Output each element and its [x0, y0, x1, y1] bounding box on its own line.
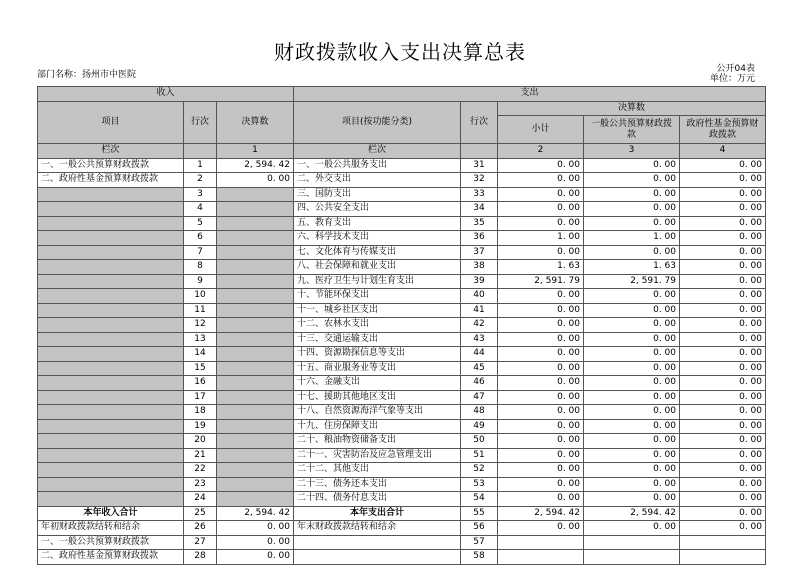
- income-amount-cell: [217, 303, 294, 318]
- expense-line-cell: 50: [461, 434, 498, 449]
- expense-line-cell: 39: [461, 274, 498, 289]
- income-item-cell: [38, 216, 184, 231]
- gov-fund-cell: 0. 00: [680, 158, 766, 173]
- income-item-cell: [38, 405, 184, 420]
- income-item-cell: 二、政府性基金预算财政拨款: [38, 173, 184, 188]
- subtotal-cell: 0. 00: [498, 405, 584, 420]
- general-budget-cell: 0. 00: [584, 463, 680, 478]
- table-row: [38, 289, 766, 304]
- general-budget-cell: [584, 550, 680, 565]
- expense-item-cell: 十五、商业服务业等支出: [294, 361, 461, 376]
- gov-fund-cell: 0. 00: [680, 245, 766, 260]
- general-budget-cell: 0. 00: [584, 405, 680, 420]
- general-budget-cell: 2, 591. 79: [584, 274, 680, 289]
- income-item-cell: [38, 390, 184, 405]
- expense-line-cell: 32: [461, 173, 498, 188]
- general-budget-cell: 0. 00: [584, 318, 680, 333]
- income-item-cell: [38, 289, 184, 304]
- expense-header: 支出: [294, 87, 766, 102]
- table-row: [38, 318, 766, 333]
- subtotal-header: 小计: [498, 116, 584, 144]
- table-row: [38, 376, 766, 391]
- general-budget-cell: 0. 00: [584, 361, 680, 376]
- general-budget-cell: 0. 00: [584, 521, 680, 536]
- gov-fund-cell: 0. 00: [680, 332, 766, 347]
- expense-line-cell: 51: [461, 448, 498, 463]
- expense-item-cell: 年末财政拨款结转和结余: [294, 521, 461, 536]
- general-budget-cell: 0. 00: [584, 173, 680, 188]
- expense-item-cell: 十七、援助其他地区支出: [294, 390, 461, 405]
- subtotal-cell: 0. 00: [498, 376, 584, 391]
- subtotal-cell: 0. 00: [498, 158, 584, 173]
- col-index-1: 1: [217, 144, 294, 159]
- general-budget-cell: 0. 00: [584, 419, 680, 434]
- table-row: [38, 419, 766, 434]
- table-row: [38, 347, 766, 362]
- income-line-cell: 15: [184, 361, 217, 376]
- col-label-blank-1: [184, 144, 217, 159]
- income-item-cell: 一、一般公共预算财政拨款: [38, 158, 184, 173]
- income-line-cell: 17: [184, 390, 217, 405]
- income-line-cell: 23: [184, 477, 217, 492]
- income-line-cell: 7: [184, 245, 217, 260]
- subtotal-cell: 0. 00: [498, 187, 584, 202]
- expense-item-cell: 十、节能环保支出: [294, 289, 461, 304]
- expense-item-cell: 四、公共安全支出: [294, 202, 461, 217]
- gov-fund-cell: 0. 00: [680, 405, 766, 420]
- table-row: [38, 434, 766, 449]
- table-row: [38, 361, 766, 376]
- general-budget-cell: 0. 00: [584, 158, 680, 173]
- income-item-cell: [38, 434, 184, 449]
- income-line-cell: 10: [184, 289, 217, 304]
- form-number: 公开04表: [716, 64, 755, 74]
- header-row-1: [38, 87, 766, 102]
- expense-line-cell: 45: [461, 361, 498, 376]
- general-budget-cell: 0. 00: [584, 245, 680, 260]
- subtotal-cell: 1. 00: [498, 231, 584, 246]
- subtotal-cell: 0. 00: [498, 419, 584, 434]
- general-budget-cell: 0. 00: [584, 187, 680, 202]
- income-item-cell: [38, 231, 184, 246]
- income-item-cell: 本年收入合计: [38, 506, 184, 521]
- subtotal-cell: 0. 00: [498, 318, 584, 333]
- col-label-blank-2: [461, 144, 498, 159]
- general-budget-cell: 0. 00: [584, 216, 680, 231]
- income-line-cell: 2: [184, 173, 217, 188]
- expense-item-cell: 本年支出合计: [294, 506, 461, 521]
- expense-item-cell: 十三、交通运输支出: [294, 332, 461, 347]
- expense-line-cell: 56: [461, 521, 498, 536]
- table-row: [38, 158, 766, 173]
- subtotal-cell: 0. 00: [498, 477, 584, 492]
- income-item-header: 项目: [38, 101, 184, 144]
- expense-item-cell: [294, 535, 461, 550]
- income-amount-cell: [217, 405, 294, 420]
- expense-item-cell: 五、教育支出: [294, 216, 461, 231]
- expense-item-cell: 二、外交支出: [294, 173, 461, 188]
- expense-line-cell: 55: [461, 506, 498, 521]
- income-amount-cell: [217, 492, 294, 507]
- subtotal-cell: [498, 535, 584, 550]
- income-amount-header: 决算数: [217, 101, 294, 144]
- table-row: [38, 506, 766, 521]
- expense-item-cell: 二十二、其他支出: [294, 463, 461, 478]
- general-budget-cell: 0. 00: [584, 492, 680, 507]
- expense-item-cell: 二十四、债务付息支出: [294, 492, 461, 507]
- income-item-cell: [38, 492, 184, 507]
- income-line-cell: 27: [184, 535, 217, 550]
- subtotal-cell: 2, 594. 42: [498, 506, 584, 521]
- income-amount-cell: 0. 00: [217, 521, 294, 536]
- income-amount-cell: [217, 332, 294, 347]
- income-item-cell: 一、一般公共预算财政拨款: [38, 535, 184, 550]
- expense-line-cell: 40: [461, 289, 498, 304]
- expense-line-cell: 35: [461, 216, 498, 231]
- income-line-header: 行次: [184, 101, 217, 144]
- subtotal-cell: 0. 00: [498, 390, 584, 405]
- general-budget-cell: 1. 63: [584, 260, 680, 275]
- income-line-cell: 8: [184, 260, 217, 275]
- report-title: 财政拨款收入支出决算总表: [274, 40, 526, 64]
- income-amount-cell: [217, 419, 294, 434]
- expense-line-cell: 43: [461, 332, 498, 347]
- expense-line-cell: 41: [461, 303, 498, 318]
- subtotal-cell: 1. 63: [498, 260, 584, 275]
- gov-fund-cell: 0. 00: [680, 376, 766, 391]
- income-amount-cell: [217, 202, 294, 217]
- gov-fund-cell: 0. 00: [680, 202, 766, 217]
- income-line-cell: 5: [184, 216, 217, 231]
- income-amount-cell: [217, 448, 294, 463]
- income-item-cell: [38, 245, 184, 260]
- income-amount-cell: [217, 231, 294, 246]
- col-index-2: 2: [498, 144, 584, 159]
- table-row: [38, 448, 766, 463]
- expense-line-cell: 57: [461, 535, 498, 550]
- income-amount-cell: [217, 274, 294, 289]
- income-line-cell: 9: [184, 274, 217, 289]
- gov-fund-cell: 0. 00: [680, 390, 766, 405]
- gov-fund-cell: 0. 00: [680, 216, 766, 231]
- income-line-cell: 21: [184, 448, 217, 463]
- expense-item-cell: 七、文化体育与传媒支出: [294, 245, 461, 260]
- subtotal-cell: 0. 00: [498, 448, 584, 463]
- table-row: [38, 187, 766, 202]
- gov-fund-header: 政府性基金预算财政拨款: [680, 116, 766, 144]
- income-amount-cell: [217, 361, 294, 376]
- income-line-cell: 4: [184, 202, 217, 217]
- subtotal-cell: 0. 00: [498, 202, 584, 217]
- expense-line-cell: 49: [461, 419, 498, 434]
- income-line-cell: 3: [184, 187, 217, 202]
- general-budget-cell: 2, 594. 42: [584, 506, 680, 521]
- gov-fund-cell: 0. 00: [680, 521, 766, 536]
- expense-item-cell: 十一、城乡社区支出: [294, 303, 461, 318]
- gov-fund-cell: 0. 00: [680, 289, 766, 304]
- income-line-cell: 19: [184, 419, 217, 434]
- income-item-cell: 二、政府性基金预算财政拨款: [38, 550, 184, 565]
- expense-line-cell: 44: [461, 347, 498, 362]
- income-item-cell: [38, 332, 184, 347]
- expense-line-cell: 52: [461, 463, 498, 478]
- income-item-cell: [38, 463, 184, 478]
- income-item-cell: [38, 448, 184, 463]
- gov-fund-cell: 0. 00: [680, 303, 766, 318]
- income-amount-cell: [217, 216, 294, 231]
- income-amount-cell: 2, 594. 42: [217, 158, 294, 173]
- expense-line-cell: 54: [461, 492, 498, 507]
- income-amount-cell: [217, 376, 294, 391]
- income-item-cell: [38, 477, 184, 492]
- table-row: [38, 245, 766, 260]
- income-line-cell: 11: [184, 303, 217, 318]
- gov-fund-cell: 0. 00: [680, 231, 766, 246]
- income-line-cell: 20: [184, 434, 217, 449]
- income-line-cell: 13: [184, 332, 217, 347]
- income-item-cell: [38, 376, 184, 391]
- income-amount-cell: 0. 00: [217, 535, 294, 550]
- expense-line-cell: 33: [461, 187, 498, 202]
- table-row: [38, 202, 766, 217]
- income-amount-cell: [217, 318, 294, 333]
- gov-fund-cell: 0. 00: [680, 274, 766, 289]
- expense-line-cell: 37: [461, 245, 498, 260]
- gov-fund-cell: 0. 00: [680, 434, 766, 449]
- expense-line-cell: 48: [461, 405, 498, 420]
- gov-fund-cell: 0. 00: [680, 506, 766, 521]
- general-budget-cell: 0. 00: [584, 448, 680, 463]
- gov-fund-cell: 0. 00: [680, 448, 766, 463]
- gov-fund-cell: [680, 535, 766, 550]
- col-index-4: 4: [680, 144, 766, 159]
- department-name: 部门名称：扬州市中医院: [37, 70, 137, 80]
- table-row: [38, 303, 766, 318]
- table-row: [38, 535, 766, 550]
- general-budget-cell: 0. 00: [584, 347, 680, 362]
- income-line-cell: 25: [184, 506, 217, 521]
- table-row: [38, 216, 766, 231]
- table-row: [38, 231, 766, 246]
- income-amount-cell: [217, 477, 294, 492]
- income-line-cell: 16: [184, 376, 217, 391]
- income-line-cell: 24: [184, 492, 217, 507]
- table-row: [38, 492, 766, 507]
- expense-line-cell: 53: [461, 477, 498, 492]
- gov-fund-cell: 0. 00: [680, 361, 766, 376]
- column-index-row: [38, 144, 766, 159]
- expense-item-cell: 一、一般公共服务支出: [294, 158, 461, 173]
- subtotal-cell: [498, 550, 584, 565]
- income-line-cell: 1: [184, 158, 217, 173]
- expense-item-cell: 十八、自然资源海洋气象等支出: [294, 405, 461, 420]
- gov-fund-cell: 0. 00: [680, 463, 766, 478]
- general-budget-cell: 0. 00: [584, 390, 680, 405]
- general-budget-cell: [584, 535, 680, 550]
- income-amount-cell: [217, 187, 294, 202]
- income-item-cell: [38, 419, 184, 434]
- table-row: [38, 173, 766, 188]
- expense-line-cell: 46: [461, 376, 498, 391]
- general-budget-cell: 0. 00: [584, 434, 680, 449]
- expense-line-header: 行次: [461, 101, 498, 144]
- income-line-cell: 26: [184, 521, 217, 536]
- table-row: [38, 521, 766, 536]
- general-budget-cell: 0. 00: [584, 376, 680, 391]
- expense-item-cell: 十九、住房保障支出: [294, 419, 461, 434]
- income-item-cell: 年初财政拨款结转和结余: [38, 521, 184, 536]
- table-row: [38, 463, 766, 478]
- col-label-left: 栏次: [38, 144, 184, 159]
- general-budget-cell: 0. 00: [584, 289, 680, 304]
- general-budget-header: 一般公共预算财政拨款: [584, 116, 680, 144]
- income-amount-cell: 0. 00: [217, 550, 294, 565]
- income-amount-cell: [217, 245, 294, 260]
- expense-item-cell: 三、国防支出: [294, 187, 461, 202]
- subtotal-cell: 0. 00: [498, 173, 584, 188]
- income-amount-cell: 2, 594. 42: [217, 506, 294, 521]
- income-item-cell: [38, 347, 184, 362]
- income-amount-cell: [217, 347, 294, 362]
- gov-fund-cell: 0. 00: [680, 419, 766, 434]
- income-amount-cell: 0. 00: [217, 173, 294, 188]
- income-item-cell: [38, 303, 184, 318]
- gov-fund-cell: 0. 00: [680, 187, 766, 202]
- subtotal-cell: 2, 591. 79: [498, 274, 584, 289]
- subtotal-cell: 0. 00: [498, 347, 584, 362]
- expense-amount-header: 决算数: [498, 101, 766, 116]
- income-line-cell: 14: [184, 347, 217, 362]
- expense-item-cell: 六、科学技术支出: [294, 231, 461, 246]
- expense-item-cell: 十六、金融支出: [294, 376, 461, 391]
- income-line-cell: 12: [184, 318, 217, 333]
- expense-item-cell: 二十三、债务还本支出: [294, 477, 461, 492]
- income-item-cell: [38, 361, 184, 376]
- table-row: [38, 260, 766, 275]
- income-amount-cell: [217, 390, 294, 405]
- gov-fund-cell: 0. 00: [680, 173, 766, 188]
- income-item-cell: [38, 260, 184, 275]
- income-amount-cell: [217, 434, 294, 449]
- income-amount-cell: [217, 260, 294, 275]
- expense-item-cell: 二十一、灾害防治及应急管理支出: [294, 448, 461, 463]
- gov-fund-cell: 0. 00: [680, 347, 766, 362]
- income-item-cell: [38, 318, 184, 333]
- table-row: [38, 332, 766, 347]
- expense-item-header: 项目(按功能分类): [294, 101, 461, 144]
- gov-fund-cell: 0. 00: [680, 492, 766, 507]
- gov-fund-cell: 0. 00: [680, 260, 766, 275]
- col-label-right: 栏次: [294, 144, 461, 159]
- unit-label: 单位：万元: [709, 74, 755, 84]
- general-budget-cell: 0. 00: [584, 332, 680, 347]
- gov-fund-cell: 0. 00: [680, 477, 766, 492]
- income-amount-cell: [217, 463, 294, 478]
- expense-item-cell: 八、社会保障和就业支出: [294, 260, 461, 275]
- header-row-2: [38, 101, 766, 116]
- expense-line-cell: 31: [461, 158, 498, 173]
- income-line-cell: 18: [184, 405, 217, 420]
- expense-line-cell: 38: [461, 260, 498, 275]
- subtotal-cell: 0. 00: [498, 303, 584, 318]
- general-budget-cell: 1. 00: [584, 231, 680, 246]
- subtotal-cell: 0. 00: [498, 434, 584, 449]
- expense-line-cell: 42: [461, 318, 498, 333]
- expense-line-cell: 36: [461, 231, 498, 246]
- expense-item-cell: 十四、资源勘探信息等支出: [294, 347, 461, 362]
- gov-fund-cell: [680, 550, 766, 565]
- expense-line-cell: 47: [461, 390, 498, 405]
- budget-table: [37, 86, 766, 565]
- expense-line-cell: 58: [461, 550, 498, 565]
- subtotal-cell: 0. 00: [498, 492, 584, 507]
- expense-item-cell: [294, 550, 461, 565]
- subtotal-cell: 0. 00: [498, 245, 584, 260]
- table-row: [38, 405, 766, 420]
- table-row: [38, 550, 766, 565]
- expense-item-cell: 二十、粮油物资储备支出: [294, 434, 461, 449]
- col-index-3: 3: [584, 144, 680, 159]
- expense-item-cell: 十二、农林水支出: [294, 318, 461, 333]
- income-amount-cell: [217, 289, 294, 304]
- subtotal-cell: 0. 00: [498, 361, 584, 376]
- income-item-cell: [38, 202, 184, 217]
- subtotal-cell: 0. 00: [498, 521, 584, 536]
- subtotal-cell: 0. 00: [498, 216, 584, 231]
- expense-item-cell: 九、医疗卫生与计划生育支出: [294, 274, 461, 289]
- table-row: [38, 274, 766, 289]
- income-line-cell: 22: [184, 463, 217, 478]
- subtotal-cell: 0. 00: [498, 463, 584, 478]
- table-row: [38, 477, 766, 492]
- expense-line-cell: 34: [461, 202, 498, 217]
- income-line-cell: 28: [184, 550, 217, 565]
- income-item-cell: [38, 274, 184, 289]
- income-line-cell: 6: [184, 231, 217, 246]
- income-header: 收入: [38, 87, 294, 102]
- general-budget-cell: 0. 00: [584, 303, 680, 318]
- subtotal-cell: 0. 00: [498, 289, 584, 304]
- table-row: [38, 390, 766, 405]
- income-item-cell: [38, 187, 184, 202]
- gov-fund-cell: 0. 00: [680, 318, 766, 333]
- subtotal-cell: 0. 00: [498, 332, 584, 347]
- general-budget-cell: 0. 00: [584, 202, 680, 217]
- general-budget-cell: 0. 00: [584, 477, 680, 492]
- table-body: [38, 87, 766, 565]
